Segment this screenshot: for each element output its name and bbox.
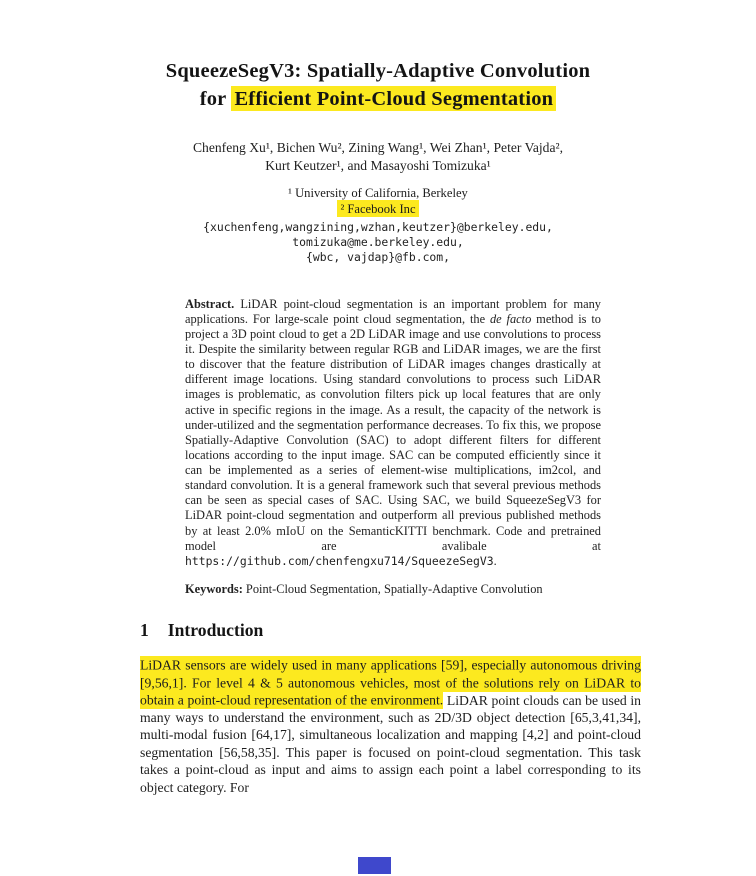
title-line-1: SqueezeSegV3: Spatially-Adaptive Convolution xyxy=(165,60,591,82)
emails-block xyxy=(0,220,756,266)
authors-block xyxy=(0,139,756,177)
keywords-line xyxy=(185,582,615,597)
email-line-fb: {wbc, vajdap}@fb.com, xyxy=(305,250,450,265)
section-number: 1 xyxy=(140,619,149,640)
blue-marker xyxy=(358,857,391,874)
title-line-2-prefix: for xyxy=(199,88,232,111)
section-heading-introduction xyxy=(140,620,756,641)
authors-line-1: Chenfeng Xu¹, Bichen Wu², Zining Wang¹, Wei Zhan¹, Peter Vajda², xyxy=(192,139,563,155)
abstract-text: . xyxy=(493,553,497,568)
affiliation-facebook xyxy=(0,202,756,218)
paper-header xyxy=(0,0,756,266)
paper-title xyxy=(0,57,756,114)
keywords-label: Keywords: xyxy=(185,581,243,596)
intro-text: LiDAR point clouds can be used in many ways to understand the environment, such as 2D/3D object detection [65,3,41,34], multi-modal fusion [64,17], simultaneous localization and mapping [4,2] and point-cloud segmentation [56,58,35]. This paper is focused on point-cloud segmentation. This task takes a point-cloud as input and aims to assign each point a label corresponding to its object category. For xyxy=(140,692,641,795)
affiliations-block xyxy=(0,186,756,218)
email-line-tomizuka: tomizuka@me.berkeley.edu, xyxy=(292,235,464,250)
abstract-italic-de-facto: de facto xyxy=(489,311,532,326)
intro-highlighted-text: LiDAR sensors are widely used in many applications [59], especially autonomous driving [9,56,1]. For level 4 & 5 autonomous vehicles, most of the solutions rely on LiDAR to obtain a point-cloud representation of the environment. xyxy=(140,657,641,708)
abstract-paragraph xyxy=(185,297,601,569)
section-title: Introduction xyxy=(167,619,264,640)
keywords-text: Point-Cloud Segmentation, Spatially-Adaptive Convolution xyxy=(242,581,543,596)
affiliation-berkeley: ¹ University of California, Berkeley xyxy=(288,186,468,201)
abstract-label: Abstract. xyxy=(185,296,235,311)
abstract-text: LiDAR point-cloud segmentation is an important problem for many applications. For large-scale point cloud segmentation, the xyxy=(185,296,601,326)
github-link[interactable]: https://github.com/chenfengxu714/SqueezeSegV3 xyxy=(185,553,494,568)
intro-paragraph xyxy=(140,657,641,796)
title-highlight: Efficient Point-Cloud Segmentation xyxy=(231,86,556,111)
title-line-2 xyxy=(0,85,756,113)
abstract-text: method is to project a 3D point cloud to get a 2D LiDAR image and use convolutions to process it. Despite the similarity between regular RGB and LiDAR images, we are the first to discover that the feature distribution of LiDAR images changes drastically at different image locations. Using standard convolutions to process such LiDAR images is problematic, as convolution filters pick up local features that are only active in specific regions in the image. As a result, the capacity of the network is under-utilized and the segmentation performance decreases. To fix this, we propose Spatially-Adaptive Convolution (SAC) to adopt different filters for different locations according to the input image. SAC can be computed efficiently since it can be implemented as a series of element-wise multiplications, im2col, and standard convolution. It is a general framework such that several previous methods can be seen as special cases of SAC. Using SAC, we build SqueezeSegV3 for LiDAR point-cloud segmentation and outperform all previous published methods by at least 2.0% mIoU on the SemanticKITTI benchmark. Code and pretrained model are avalibale at xyxy=(185,311,601,553)
authors-line-2: Kurt Keutzer¹, and Masayoshi Tomizuka¹ xyxy=(265,158,491,174)
email-line-berkeley: {xuchenfeng,wangzining,wzhan,keutzer}@berkeley.edu, xyxy=(203,219,553,234)
affiliation-facebook-highlight: ² Facebook Inc xyxy=(337,200,418,217)
